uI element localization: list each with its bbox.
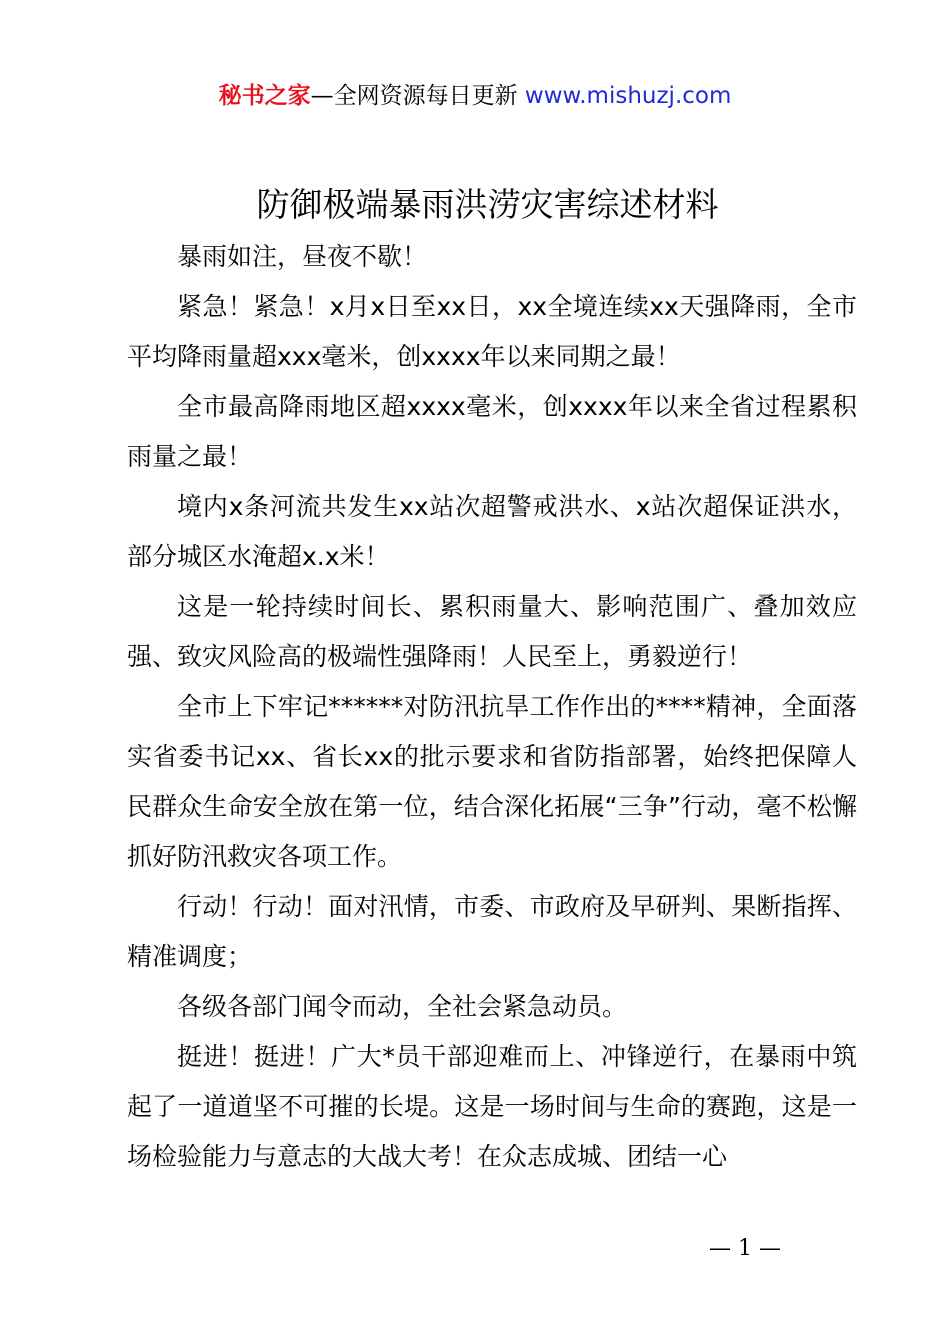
site-brand: 秘书之家 bbox=[218, 83, 311, 109]
paragraph-2: 紧急！紧急！x月x日至xx日，xx全境连续xx天强降雨，全市平均降雨量超xxx毫米，创xxxx年以来同期之最！ bbox=[127, 292, 857, 371]
page-number: — 1 — bbox=[709, 1236, 781, 1261]
site-tagline: —全网资源每日更新 bbox=[310, 83, 518, 109]
paragraph-4: 境内x条河流共发生xx站次超警戒洪水、x站次超保证洪水，部分城区水淹超x.x米！ bbox=[127, 492, 857, 571]
paragraph-1: 暴雨如注，昼夜不歇！ bbox=[177, 242, 428, 271]
paragraph-3: 全市最高降雨地区超xxxx毫米，创xxxx年以来全省过程累积雨量之最！ bbox=[127, 392, 857, 471]
paragraph-5: 这是一轮持续时间长、累积雨量大、影响范围广、叠加效应强、致灾风险高的极端性强降雨！人民至上，勇毅逆行！ bbox=[127, 592, 857, 671]
document-body bbox=[127, 232, 857, 1182]
document-title: 防御极端暴雨洪涝灾害综述材料 bbox=[256, 185, 719, 224]
site-header bbox=[0, 80, 950, 112]
paragraph-6: 全市上下牢记******对防汛抗旱工作作出的****精神，全面落实省委书记xx、省长xx的批示要求和省防指部署，始终把保障人民群众生命安全放在第一位，结合深化拓展“三争”行动，毫不松懈抓好防汛救灾各项工作。 bbox=[127, 692, 857, 871]
paragraph-8: 各级各部门闻令而动，全社会紧急动员。 bbox=[177, 992, 628, 1021]
site-url-link[interactable]: www.mishuzj.com bbox=[524, 83, 732, 109]
paragraph-9: 挺进！挺进！广大*员干部迎难而上、冲锋逆行，在暴雨中筑起了一道道坚不可摧的长堤。这是一场时间与生命的赛跑，这是一场检验能力与意志的大战大考！在众志成城、团结一心 bbox=[127, 1042, 857, 1171]
paragraph-7: 行动！行动！面对汛情，市委、市政府及早研判、果断指挥、精准调度； bbox=[127, 892, 857, 971]
